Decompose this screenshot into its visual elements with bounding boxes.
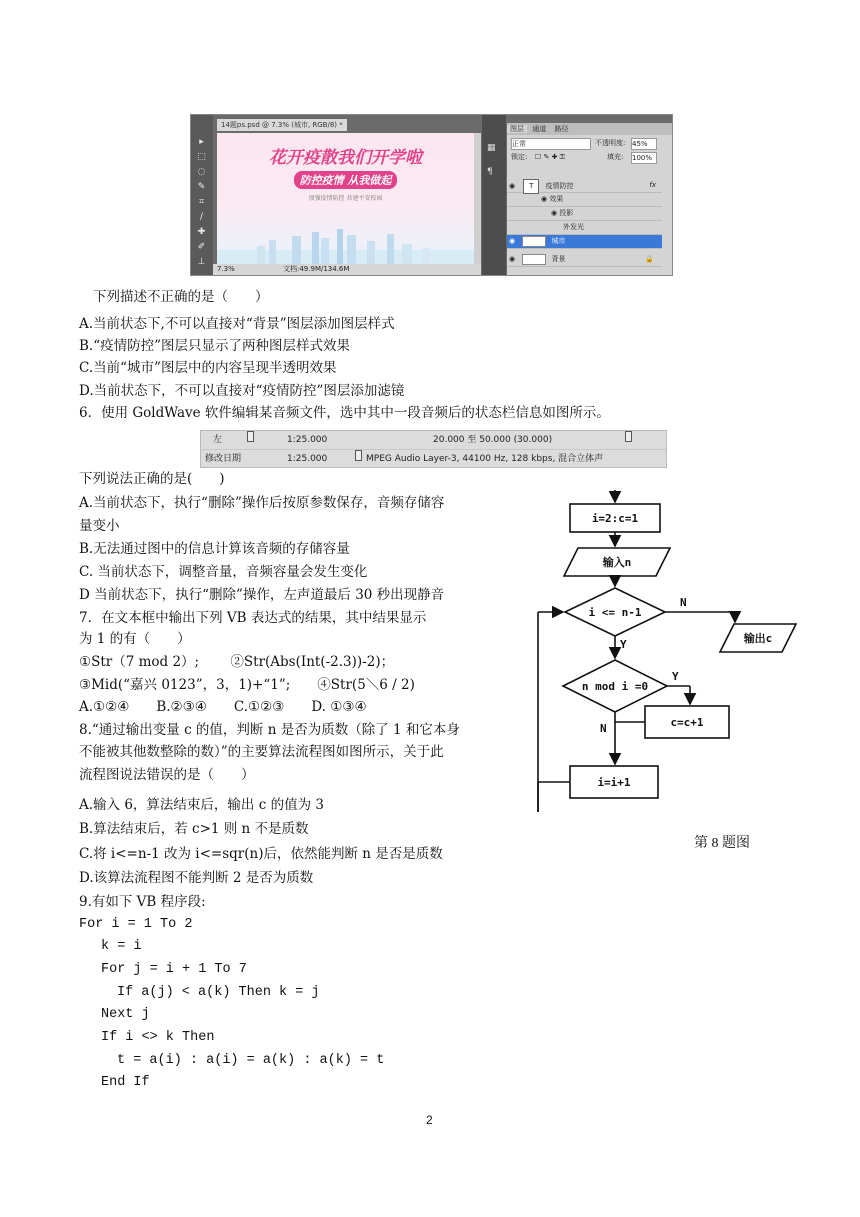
layer-row[interactable]: [507, 235, 662, 249]
lock-icon: 🔒: [645, 255, 654, 263]
figure-caption: 第 8 题图: [694, 836, 750, 851]
marker-icon: [355, 450, 362, 461]
eye-icon[interactable]: ◉: [551, 209, 560, 217]
histogram-icon[interactable]: ▦: [487, 143, 496, 153]
tab-channels[interactable]: 通道: [532, 125, 547, 133]
text-layer-icon: T: [523, 179, 539, 194]
cond2-label: n mod i =0: [581, 680, 649, 693]
layer-name: 疫情防控: [545, 182, 574, 190]
panel-tabs: [507, 123, 672, 135]
lock-icons[interactable]: ☐ ✎ ✚ ⚿: [535, 153, 566, 161]
banner-subtitle: 防控疫情 从我做起: [217, 171, 474, 189]
layer-effect-row[interactable]: 外发光: [507, 221, 662, 235]
q7-exprs-1: ①Str（7 mod 2）; ②Str(Abs(Int(-2.3))-2)；: [79, 654, 395, 670]
q7-exprs-2: ③Mid(“嘉兴 0123”，3，1)+“1”; ④Str(5＼6 / 2): [79, 677, 415, 693]
q8-option-c: C.将 i<=n-1 改为 i<=sqr(n)后，依然能判断 n 是否是质数: [79, 846, 443, 862]
lock-label: 锁定:: [511, 153, 528, 161]
input-label: 输入n: [602, 556, 632, 569]
banner-small-text: 加强疫情防控 共建平安校园: [308, 195, 383, 202]
layer-name: 背景: [551, 255, 566, 263]
layer-effect-row[interactable]: ◉ 效果: [507, 193, 662, 207]
q6-option-a-cont: 量变小: [79, 518, 120, 534]
q7-title-cont: 为 1 的有（ ）: [79, 631, 191, 647]
q8-option-d: D.该算法流程图不能判断 2 是否为质数: [79, 870, 314, 886]
code-line: If a(j) < a(k) Then k = j: [117, 985, 320, 1000]
zoom-level[interactable]: 7.3%: [217, 265, 235, 273]
canvas-scrollbar[interactable]: [474, 133, 481, 264]
ps-canvas: [217, 133, 474, 264]
code-line: End If: [101, 1075, 150, 1090]
info-icon[interactable]: ¶: [487, 167, 493, 177]
code-line: k = i: [101, 939, 142, 954]
crop-tool-icon: ⌗: [198, 197, 205, 207]
ps-collapsed-panels: [482, 115, 506, 275]
page-number: 2: [426, 1113, 433, 1127]
doc-size: 文档:49.9M/134.6M: [283, 265, 350, 273]
healing-brush-icon: ✚: [197, 227, 206, 237]
q8-option-b: B.算法结束后，若 c>1 则 n 不是质数: [79, 821, 309, 837]
code-line: For j = i + 1 To 7: [101, 962, 247, 977]
eye-icon[interactable]: ◉: [541, 195, 550, 203]
q6-stem: 下列说法正确的是( ): [79, 471, 225, 487]
layer-thumbnail: [522, 236, 546, 247]
marquee-tool-icon: ⬚: [197, 152, 206, 162]
layer-row[interactable]: [507, 179, 662, 193]
blend-row: [507, 137, 672, 149]
q6-option-d: D 当前状态下，执行“删除”操作，左声道最后 30 秒出现静音: [79, 587, 445, 603]
q8-title-cont: 不能被其他数整除的数）”的主要算法流程图如图所示，关于此: [79, 744, 444, 760]
cond1-yes: Y: [620, 638, 627, 651]
q8-title-cont2: 流程图说法错误的是（ ）: [79, 767, 255, 783]
output-label: 输出c: [743, 632, 773, 645]
fill-label: 填充:: [607, 153, 624, 161]
fx-icon: fx: [649, 181, 656, 189]
opacity-input[interactable]: 45%: [631, 138, 657, 150]
code-line: For i = 1 To 2: [79, 917, 193, 932]
stamp-tool-icon: ⊥: [197, 257, 206, 267]
layer-thumbnail: [522, 254, 546, 265]
inc-c-label: c=c+1: [670, 716, 704, 729]
q7-options: A.①②④ B.②③④ C.①②③ D. ①③④: [79, 699, 367, 715]
eyedropper-icon: ∕: [199, 212, 204, 222]
goldwave-statusbar: [200, 430, 667, 468]
algorithm-flowchart: [520, 486, 810, 826]
q5-stem: 下列描述不正确的是（ ）: [93, 289, 269, 305]
status-row-2: 修改日期 1:25.000 MPEG Audio Layer-3, 44100 Hz, 128 kbps, 混合立体声: [201, 449, 666, 468]
lock-row: [507, 151, 672, 163]
cond2-yes: Y: [672, 670, 679, 683]
lasso-tool-icon: ◌: [197, 167, 206, 177]
tab-paths[interactable]: 路径: [554, 125, 569, 133]
q6-option-b: B.无法通过图中的信息计算该音频的存储容量: [79, 541, 350, 557]
eye-icon[interactable]: ◉: [508, 255, 516, 263]
marker-icon: [625, 431, 632, 442]
ps-statusbar: [213, 264, 481, 275]
cond1-no: N: [680, 596, 687, 609]
q6-option-c: C. 当前状态下，调整音量，音频容量会发生变化: [79, 564, 368, 580]
move-tool-icon: ▸: [199, 137, 204, 147]
selection-range: 20.000 至 50.000 (30.000): [433, 435, 553, 445]
q8-option-a: A.输入 6，算法结束后，输出 c 的值为 3: [79, 797, 324, 813]
q5-option-c: C.当前“城市”图层中的内容呈现半透明效果: [79, 360, 337, 376]
cond1-label: i <= n-1: [588, 606, 642, 619]
q5-option-a: A.当前状态下,不可以直接对“背景”图层添加图层样式: [79, 316, 395, 332]
layer-effect-row[interactable]: ◉ 投影: [507, 207, 662, 221]
blend-mode-select[interactable]: 正常: [511, 138, 591, 150]
audio-format: MPEG Audio Layer-3, 44100 Hz, 128 kbps, 混合立体声: [366, 454, 604, 464]
code-line: Next j: [101, 1007, 150, 1022]
q5-option-b: B.“疫情防控”图层只显示了两种图层样式效果: [79, 338, 351, 354]
quick-select-icon: ✎: [197, 182, 206, 192]
marker-icon: [247, 431, 254, 442]
code-line: If i <> k Then: [101, 1030, 215, 1045]
inc-i-label: i=i+1: [597, 776, 631, 789]
q6-title: 6．使用 GoldWave 软件编辑某音频文件，选中其中一段音频后的状态栏信息如图所示。: [79, 405, 610, 421]
q6-option-a: A.当前状态下，执行“删除”操作后按原参数保存，音频存储容: [79, 495, 445, 511]
eye-icon[interactable]: ◉: [508, 182, 516, 190]
q5-option-d: D.当前状态下，不可以直接对“疫情防控”图层添加滤镜: [79, 383, 405, 399]
layers-panel: [507, 123, 672, 275]
banner-title: 花开疫散我们开学啦: [269, 148, 422, 168]
fill-input[interactable]: 100%: [631, 152, 657, 164]
layer-name: 城市: [551, 237, 566, 245]
q8-title: 8.“通过输出变量 c 的值，判断 n 是否为质数（除了 1 和它本身: [79, 722, 460, 738]
ps-toolbar: [191, 115, 213, 275]
tab-layers[interactable]: 图层: [507, 125, 527, 133]
photoshop-screenshot: [190, 114, 673, 276]
q9-title: 9.有如下 VB 程序段:: [79, 894, 206, 910]
q7-title: 7．在文本框中输出下列 VB 表达式的结果，其中结果显示: [79, 610, 427, 626]
eye-icon[interactable]: ◉: [508, 237, 516, 245]
init-label: i=2:c=1: [591, 512, 639, 525]
city-skyline-image: [217, 226, 474, 264]
code-line: t = a(i) : a(i) = a(k) : a(k) = t: [117, 1053, 385, 1068]
layer-row[interactable]: [507, 253, 662, 267]
cond2-no: N: [600, 722, 607, 735]
opacity-label: 不透明度:: [595, 139, 626, 147]
brush-tool-icon: ✐: [197, 242, 206, 252]
document-tab[interactable]: 14题ps.psd @ 7.3% (城市, RGB/8) *: [217, 119, 347, 131]
status-row-1: 左 1:25.000 20.000 至 50.000 (30.000): [201, 431, 666, 449]
